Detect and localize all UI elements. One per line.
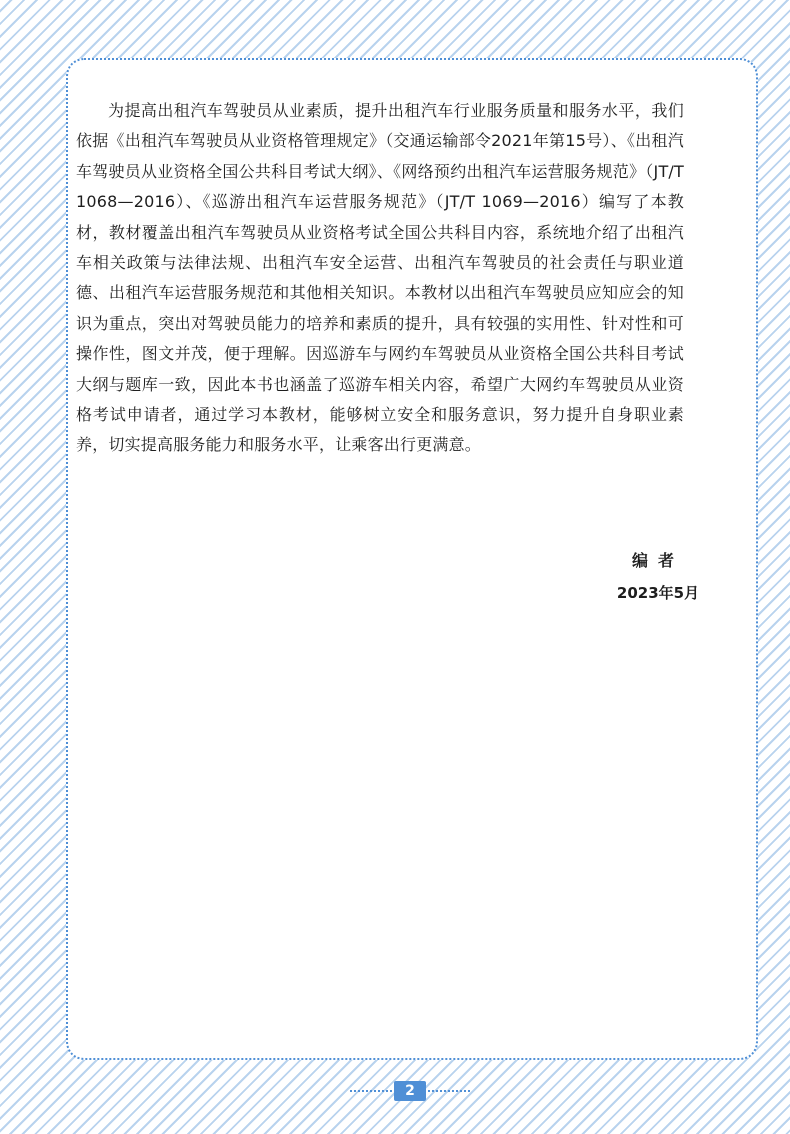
- page-number-rule-left: [350, 1090, 392, 1092]
- signature-date: 2023年5月: [616, 584, 700, 602]
- page-number-rule-right: [428, 1090, 470, 1092]
- preface-paragraph: 为提高出租汽车驾驶员从业素质，提升出租汽车行业服务质量和服务水平，我们依据《出租汽车驾驶员从业资格管理规定》（交通运输部令2021年第15号）、《出租汽车驾驶员从业资格全国公共科目考试大纲》、《网络预约出租汽车运营服务规范》（JT/T 1068—2016）、《巡游出租汽车运营服务规范》（JT/T 1069—2016）编写了本教材，教材覆盖出租汽车驾驶员从业资格考试全国公共科目内容，系统地介绍了出租汽车相关政策与法律法规、出租汽车安全运营、出租汽车驾驶员的社会责任与职业道德、出租汽车运营服务规范和其他相关知识。本教材以出租汽车驾驶员应知应会的知识为重点，突出对驾驶员能力的培养和素质的提升，具有较强的实用性、针对性和可操作性，图文并茂，便于理解。因巡游车与网约车驾驶员从业资格全国公共科目考试大纲与题库一致，因此本书也涵盖了巡游车相关内容，希望广大网约车驾驶员从业资格考试申请者，通过学习本教材，能够树立安全和服务意识，努力提升自身职业素养，切实提高服务能力和服务水平，让乘客出行更满意。: [76, 101, 684, 455]
- signature-author: 编者: [631, 551, 684, 570]
- page-number: 2: [394, 1081, 426, 1101]
- page-number-bar: [350, 1081, 470, 1101]
